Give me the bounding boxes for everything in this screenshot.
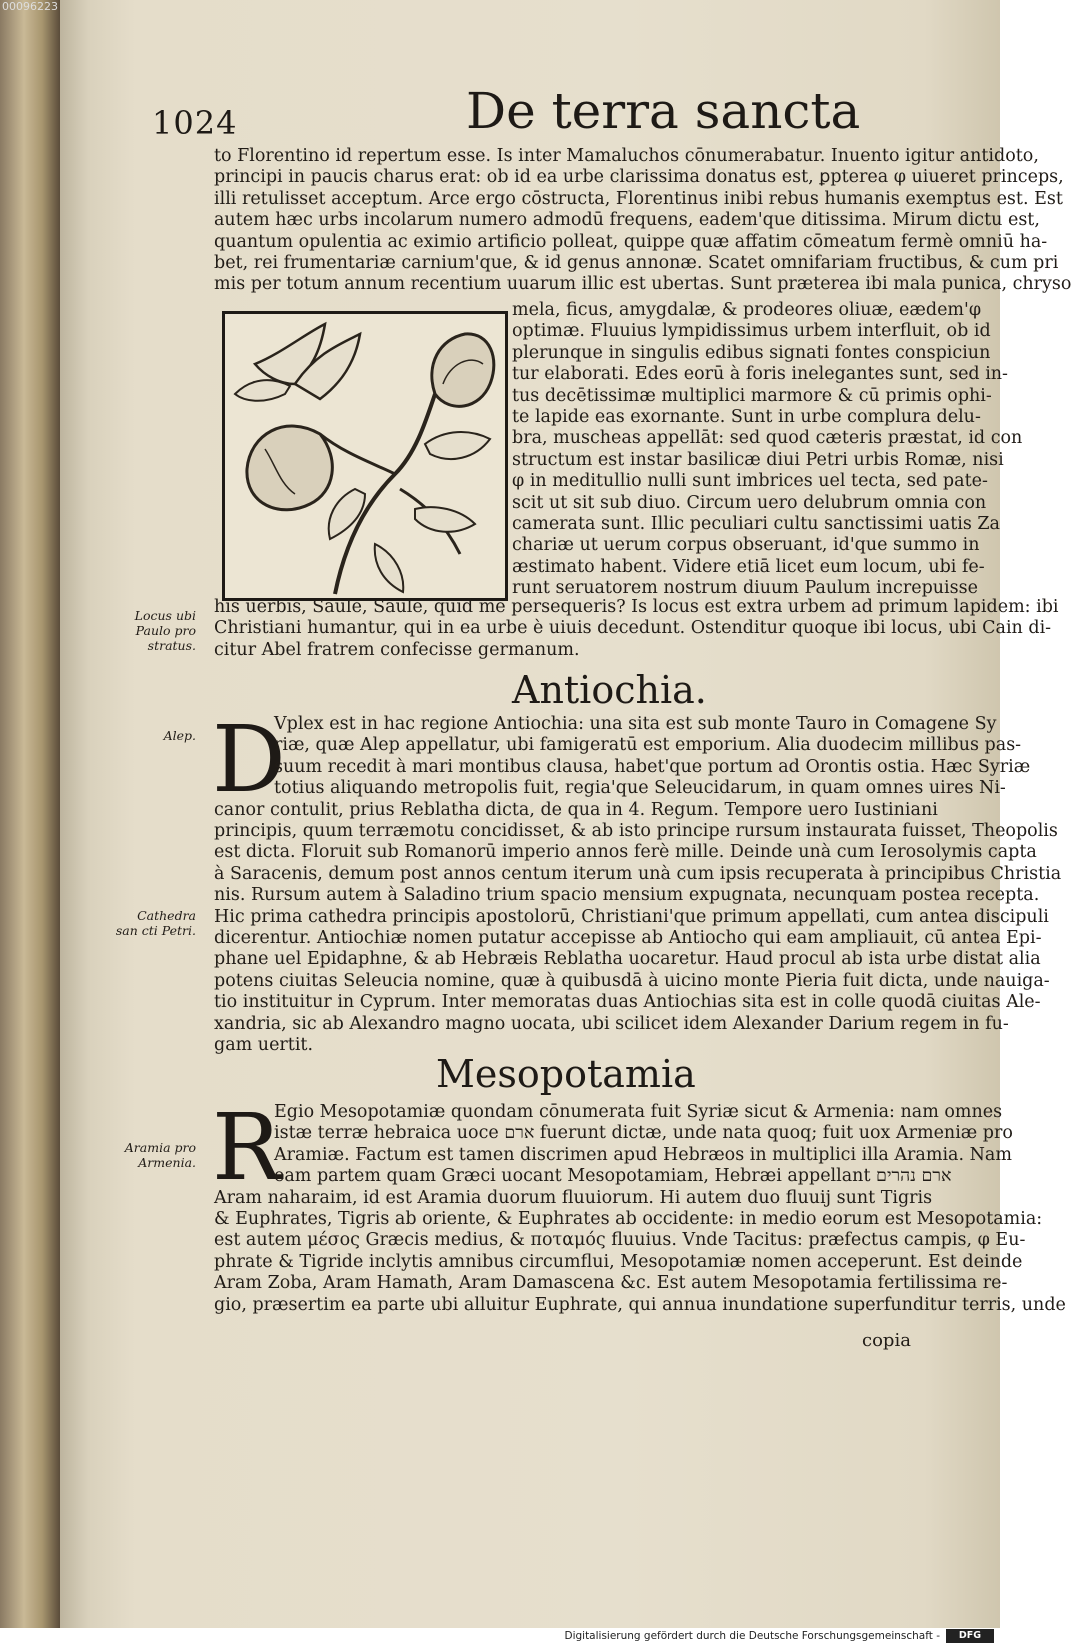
text-line: potens ciuitas Seleucia nomine, quæ à quibusdā à uicino monte Pieria fuit dicta, unde nauiga- bbox=[214, 970, 1050, 991]
text-line: phrate & Tigride inclytis amnibus circumflui, Mesopotamiæ nomen acceperunt. Est deinde bbox=[214, 1251, 1023, 1272]
text-line: mela, ficus, amygdalæ, & prodeores oliuæ, eædem'φ bbox=[512, 300, 982, 320]
running-head: De terra sancta bbox=[466, 82, 861, 140]
text-line: camerata sunt. Illic peculiari cultu sanctissimi uatis Za bbox=[512, 514, 1000, 535]
text-line: & Euphrates, Tigris ab oriente, & Euphrates ab occidente: in medio eorum est Mesopotamia: bbox=[214, 1209, 1043, 1230]
text-line: te lapide eas exornante. Sunt in urbe complura delu- bbox=[512, 407, 981, 428]
text-line: tus decētissimæ multiplici marmore & cū primis ophi- bbox=[512, 385, 992, 406]
margin-note-paulo: Locus ubi Paulo pro stratus. bbox=[134, 608, 196, 653]
text-line: xandria, sic ab Alexandro magno uocata, ubi scilicet idem Alexander Darium regem in fu- bbox=[214, 1013, 1009, 1034]
pomegranate-woodcut-illustration bbox=[222, 311, 508, 601]
text-line: Aramiæ. Factum est tamen discrimen apud Hebræos in multiplici illa Aramia. Nam bbox=[274, 1144, 1012, 1165]
page-number: 1024 bbox=[152, 104, 238, 142]
text-line: à Saracenis, demum post annos centum iterum unà cum ipsis recuperata à principibus Christia bbox=[214, 863, 1062, 884]
margin-note-cathedra: Cathedra san cti Petri. bbox=[115, 908, 196, 938]
text-line: mis per totum annum recentium uuarum illic est ubertas. Sunt præterea ibi mala punica, chryso bbox=[214, 274, 1071, 295]
paragraph-after-figure bbox=[214, 597, 1059, 661]
drop-cap-r: R bbox=[212, 1094, 282, 1201]
intro-paragraph bbox=[214, 146, 1071, 296]
text-line: autem hæc urbs incolarum numero admodū frequens, eadem'que ditissima. Mirum dictu est, bbox=[214, 210, 1040, 231]
text-line: æstimato habent. Videre etiā licet eum locum, ubi fe- bbox=[512, 556, 985, 577]
text-line: bra, muscheas appellāt: sed quod cæteris præstat, id con bbox=[512, 428, 1023, 449]
dfg-logo: DFG bbox=[946, 1629, 994, 1643]
text-line: est autem μέσος Græcis medius, & ποταμός fluuius. Vnde Tacitus: præfectus campis, φ Eu- bbox=[214, 1230, 1026, 1251]
text-line: plerunque in singulis edibus signati fontes conspiciun bbox=[512, 342, 991, 363]
text-line: to Florentino id repertum esse. Is inter Mamaluchos cōnumerabatur. Inuento igitur antidoto, bbox=[214, 146, 1039, 166]
text-line: gio, præsertim ea parte ubi alluitur Euphrate, qui annua inundatione superfunditur terris, unde bbox=[214, 1294, 1066, 1315]
text-line: Vplex est in hac regione Antiochia: una sita est sub monte Tauro in Comagene Sy bbox=[274, 714, 997, 734]
pomegranate-icon bbox=[225, 314, 505, 598]
margin-note-alep: Alep. bbox=[163, 728, 196, 743]
section-title-antiochia: Antiochia. bbox=[512, 668, 707, 712]
book-edge bbox=[0, 0, 60, 1628]
text-line: quantum opulentia ac eximio artificio polleat, quippe quæ affatim cōmeatum fermè omniū ha- bbox=[214, 231, 1048, 252]
text-line: optimæ. Fluuius lympidissimus urbem interfluit, ob id bbox=[512, 321, 991, 342]
text-line: totius aliquando metropolis fuit, regia'que Seleucidarum, in quam omnes uires Ni- bbox=[274, 778, 1006, 799]
text-line: principis, quum terræmotu concidisset, & ab isto principe rursum instaurata fuisset, Theopolis bbox=[214, 821, 1058, 842]
text-line: riæ, quæ Alep appellatur, ubi famigeratū est emporium. Alia duodecim millibus pas- bbox=[274, 735, 1022, 756]
drop-cap-d: D bbox=[212, 706, 286, 813]
text-line: chariæ ut uerum corpus obseruant, id'que summo in bbox=[512, 535, 980, 556]
text-line: Christiani humantur, qui in ea urbe è uiuis decedunt. Ostenditur quoque ibi locus, ubi Cain di- bbox=[214, 618, 1052, 639]
margin-note-aramia: Aramia pro Armenia. bbox=[124, 1140, 196, 1170]
catchword: copia bbox=[862, 1330, 911, 1351]
footer-credit: Digitalisierung gefördert durch die Deutsche Forschungsgemeinschaft - bbox=[564, 1630, 940, 1642]
text-line: canor contulit, prius Reblatha dicta, de qua in 4. Regum. Tempore uero Iustiniani bbox=[214, 799, 938, 820]
paragraph-beside-figure bbox=[512, 300, 1023, 600]
text-line: scit ut sit sub diuo. Circum uero delubrum omnia con bbox=[512, 492, 987, 513]
text-line: citur Abel fratrem confecisse germanum. bbox=[214, 639, 580, 660]
text-line: eam partem quam Græci uocant Mesopotamiam, Hebræi appellant ארם נהרים bbox=[274, 1166, 952, 1187]
text-line: suum recedit à mari montibus clausa, habet'que portum ad Orontis ostia. Hæc Syriæ bbox=[274, 756, 1031, 777]
mesopotamia-paragraph bbox=[212, 1094, 1066, 1316]
text-line: gam uertit. bbox=[214, 1035, 314, 1056]
section-title-mesopotamia: Mesopotamia bbox=[436, 1052, 696, 1096]
text-line: his uerbis, Saule, Saule, quid me persequeris? Is locus est extra urbem ad primum lapidem: ibi bbox=[214, 597, 1059, 617]
antiochia-paragraph bbox=[212, 706, 1062, 1057]
text-line: Aram Zoba, Aram Hamath, Aram Damascena &c. Est autem Mesopotamia fertilissima re- bbox=[214, 1273, 1008, 1294]
text-line: runt seruatorem nostrum diuum Paulum increpuisse bbox=[512, 578, 978, 599]
text-line: tur elaborati. Edes eorū à foris inelegantes sunt, sed in- bbox=[512, 364, 1008, 385]
text-line: φ in meditullio nulli sunt imbrices uel tecta, sed pate- bbox=[512, 471, 988, 492]
text-line: est dicta. Floruit sub Romanorū imperio annos ferè mille. Deinde unà cum Ierosolymis capta bbox=[214, 842, 1037, 863]
text-line: dicerentur. Antiochiæ nomen putatur accepisse ab Antiocho qui eam ampliauit, cū antea Epi- bbox=[214, 928, 1042, 949]
text-line: tio instituitur in Cyprum. Inter memoratas duas Antiochias sita est in colle quodā ciuitas Ale- bbox=[214, 992, 1041, 1013]
text-line: phane uel Epidaphne, & ab Hebræis Reblatha uocaretur. Haud procul ab ista urbe distat alia bbox=[214, 949, 1041, 970]
text-line: nis. Rursum autem à Saladino trium spacio mensium expugnata, necunquam postea recepta. bbox=[214, 885, 1040, 906]
text-line: principi in paucis charus erat: ob id ea urbe clarissima donatus est, ꝑpterea φ uiueret princeps, bbox=[214, 167, 1064, 188]
scan-id: 00096223 bbox=[2, 0, 58, 13]
text-line: Aram naharaim, id est Aramia duorum fluuiorum. Hi autem duo fluuij sunt Tigris bbox=[214, 1187, 933, 1208]
text-line: illi retulisset acceptum. Arce ergo cōstructa, Florentinus inibi rebus humanis exemptus est. Est bbox=[214, 188, 1063, 209]
text-line: Hic prima cathedra principis apostolorū, Christiani'que primum appellati, cum antea discipuli bbox=[214, 906, 1049, 927]
text-line: bet, rei frumentariæ carnium'que, & id genus annonæ. Scatet omnifariam fructibus, & cum pri bbox=[214, 253, 1059, 274]
text-line: istæ terræ hebraica uoce ארם fuerunt dictæ, unde nata quoq; fuit uox Armeniæ pro bbox=[274, 1123, 1013, 1144]
text-line: Egio Mesopotamiæ quondam cōnumerata fuit Syriæ sicut & Armenia: nam omnes bbox=[274, 1102, 1003, 1122]
text-line: structum est instar basilicæ diui Petri urbis Romæ, nisi bbox=[512, 449, 1004, 470]
